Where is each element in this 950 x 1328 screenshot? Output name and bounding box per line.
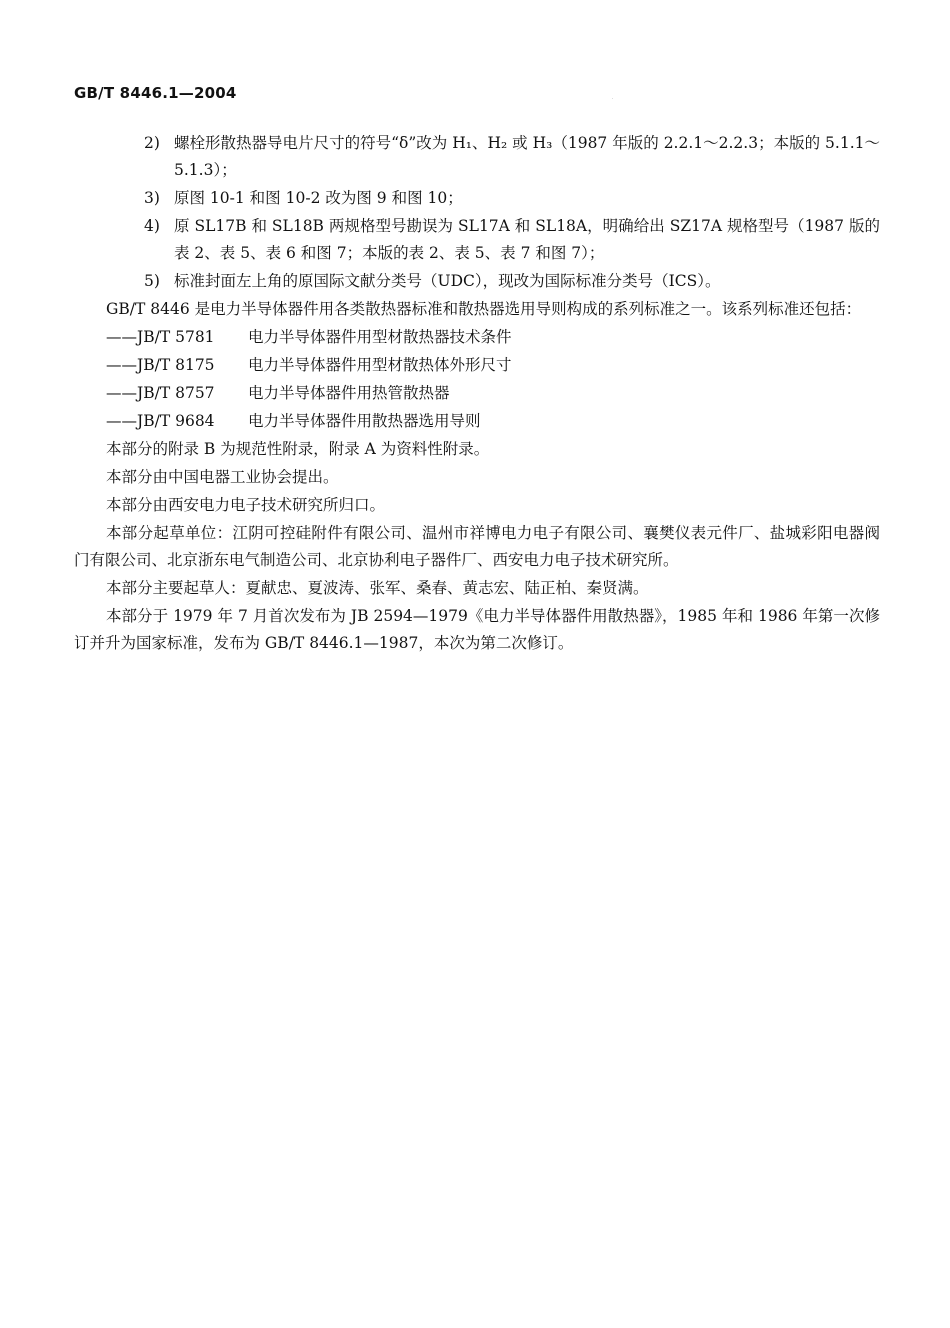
- list-item: [74, 268, 880, 295]
- list-item-text: 螺栓形散热器导电片尺寸的符号“δ”改为 H₁、H₂ 或 H₃（1987 年版的 2.2.1～2.2.3；本版的 5.1.1～5.1.3）；: [174, 134, 880, 179]
- series-standard-code: ——JB/T 8757: [106, 384, 215, 402]
- series-standard-item: [74, 352, 880, 379]
- series-standard-code: ——JB/T 8175: [106, 356, 215, 374]
- document-code-header: GB/T 8446.1—2004: [74, 84, 237, 102]
- list-item: [74, 130, 880, 184]
- series-standard-item: [74, 324, 880, 351]
- list-item-number: 2): [144, 134, 160, 152]
- series-standard-code: ——JB/T 9684: [106, 412, 215, 430]
- list-item-number: 3): [144, 189, 160, 207]
- series-standard-title: 电力半导体器件用散热器选用导则: [248, 412, 481, 430]
- list-item-number: 4): [144, 217, 160, 235]
- foreword-body: [74, 130, 880, 657]
- list-item-text: 原图 10-1 和图 10-2 改为图 9 和图 10；: [174, 189, 463, 207]
- list-item-text: 原 SL17B 和 SL18B 两规格型号勘误为 SL17A 和 SL18A，明确给出 SZ17A 规格型号（1987 版的表 2、表 5、表 6 和图 7；本版的表 2、表 5、表 7 和图 7）；: [174, 217, 880, 262]
- proposer-paragraph: 本部分由中国电器工业协会提出。: [106, 468, 339, 486]
- series-standard-item: [74, 408, 880, 435]
- series-standard-item: [74, 380, 880, 407]
- list-item: [74, 185, 880, 212]
- series-standard-code: ——JB/T 5781: [106, 328, 215, 346]
- series-standard-title: 电力半导体器件用型材散热器技术条件: [248, 328, 512, 346]
- scan-speck: [612, 98, 613, 99]
- annex-paragraph: 本部分的附录 B 为规范性附录，附录 A 为资料性附录。: [106, 440, 490, 458]
- drafting-units-paragraph: 本部分起草单位：江阴可控硅附件有限公司、温州市祥博电力电子有限公司、襄樊仪表元件厂、盐城彩阳电器阀门有限公司、北京浙东电气制造公司、北京协利电子器件厂、西安电力电子技术研究所。: [74, 524, 880, 569]
- series-standard-title: 电力半导体器件用热管散热器: [248, 384, 450, 402]
- list-item: [74, 213, 880, 267]
- history-paragraph: 本部分于 1979 年 7 月首次发布为 JB 2594—1979《电力半导体器件用散热器》，1985 年和 1986 年第一次修订并升为国家标准，发布为 GB/T 8446.1—1987，本次为第二次修订。: [74, 607, 880, 652]
- administration-paragraph: 本部分由西安电力电子技术研究所归口。: [106, 496, 386, 514]
- series-intro-paragraph: GB/T 8446 是电力半导体器件用各类散热器标准和散热器选用导则构成的系列标准之一。该系列标准还包括：: [106, 300, 862, 318]
- drafters-paragraph: 本部分主要起草人：夏献忠、夏波涛、张军、桑春、黄志宏、陆正柏、秦贤满。: [106, 579, 649, 597]
- list-item-text: 标准封面左上角的原国际文献分类号（UDC），现改为国际标准分类号（ICS）。: [174, 272, 721, 290]
- list-item-number: 5): [144, 272, 160, 290]
- series-standard-title: 电力半导体器件用型材散热体外形尺寸: [248, 356, 512, 374]
